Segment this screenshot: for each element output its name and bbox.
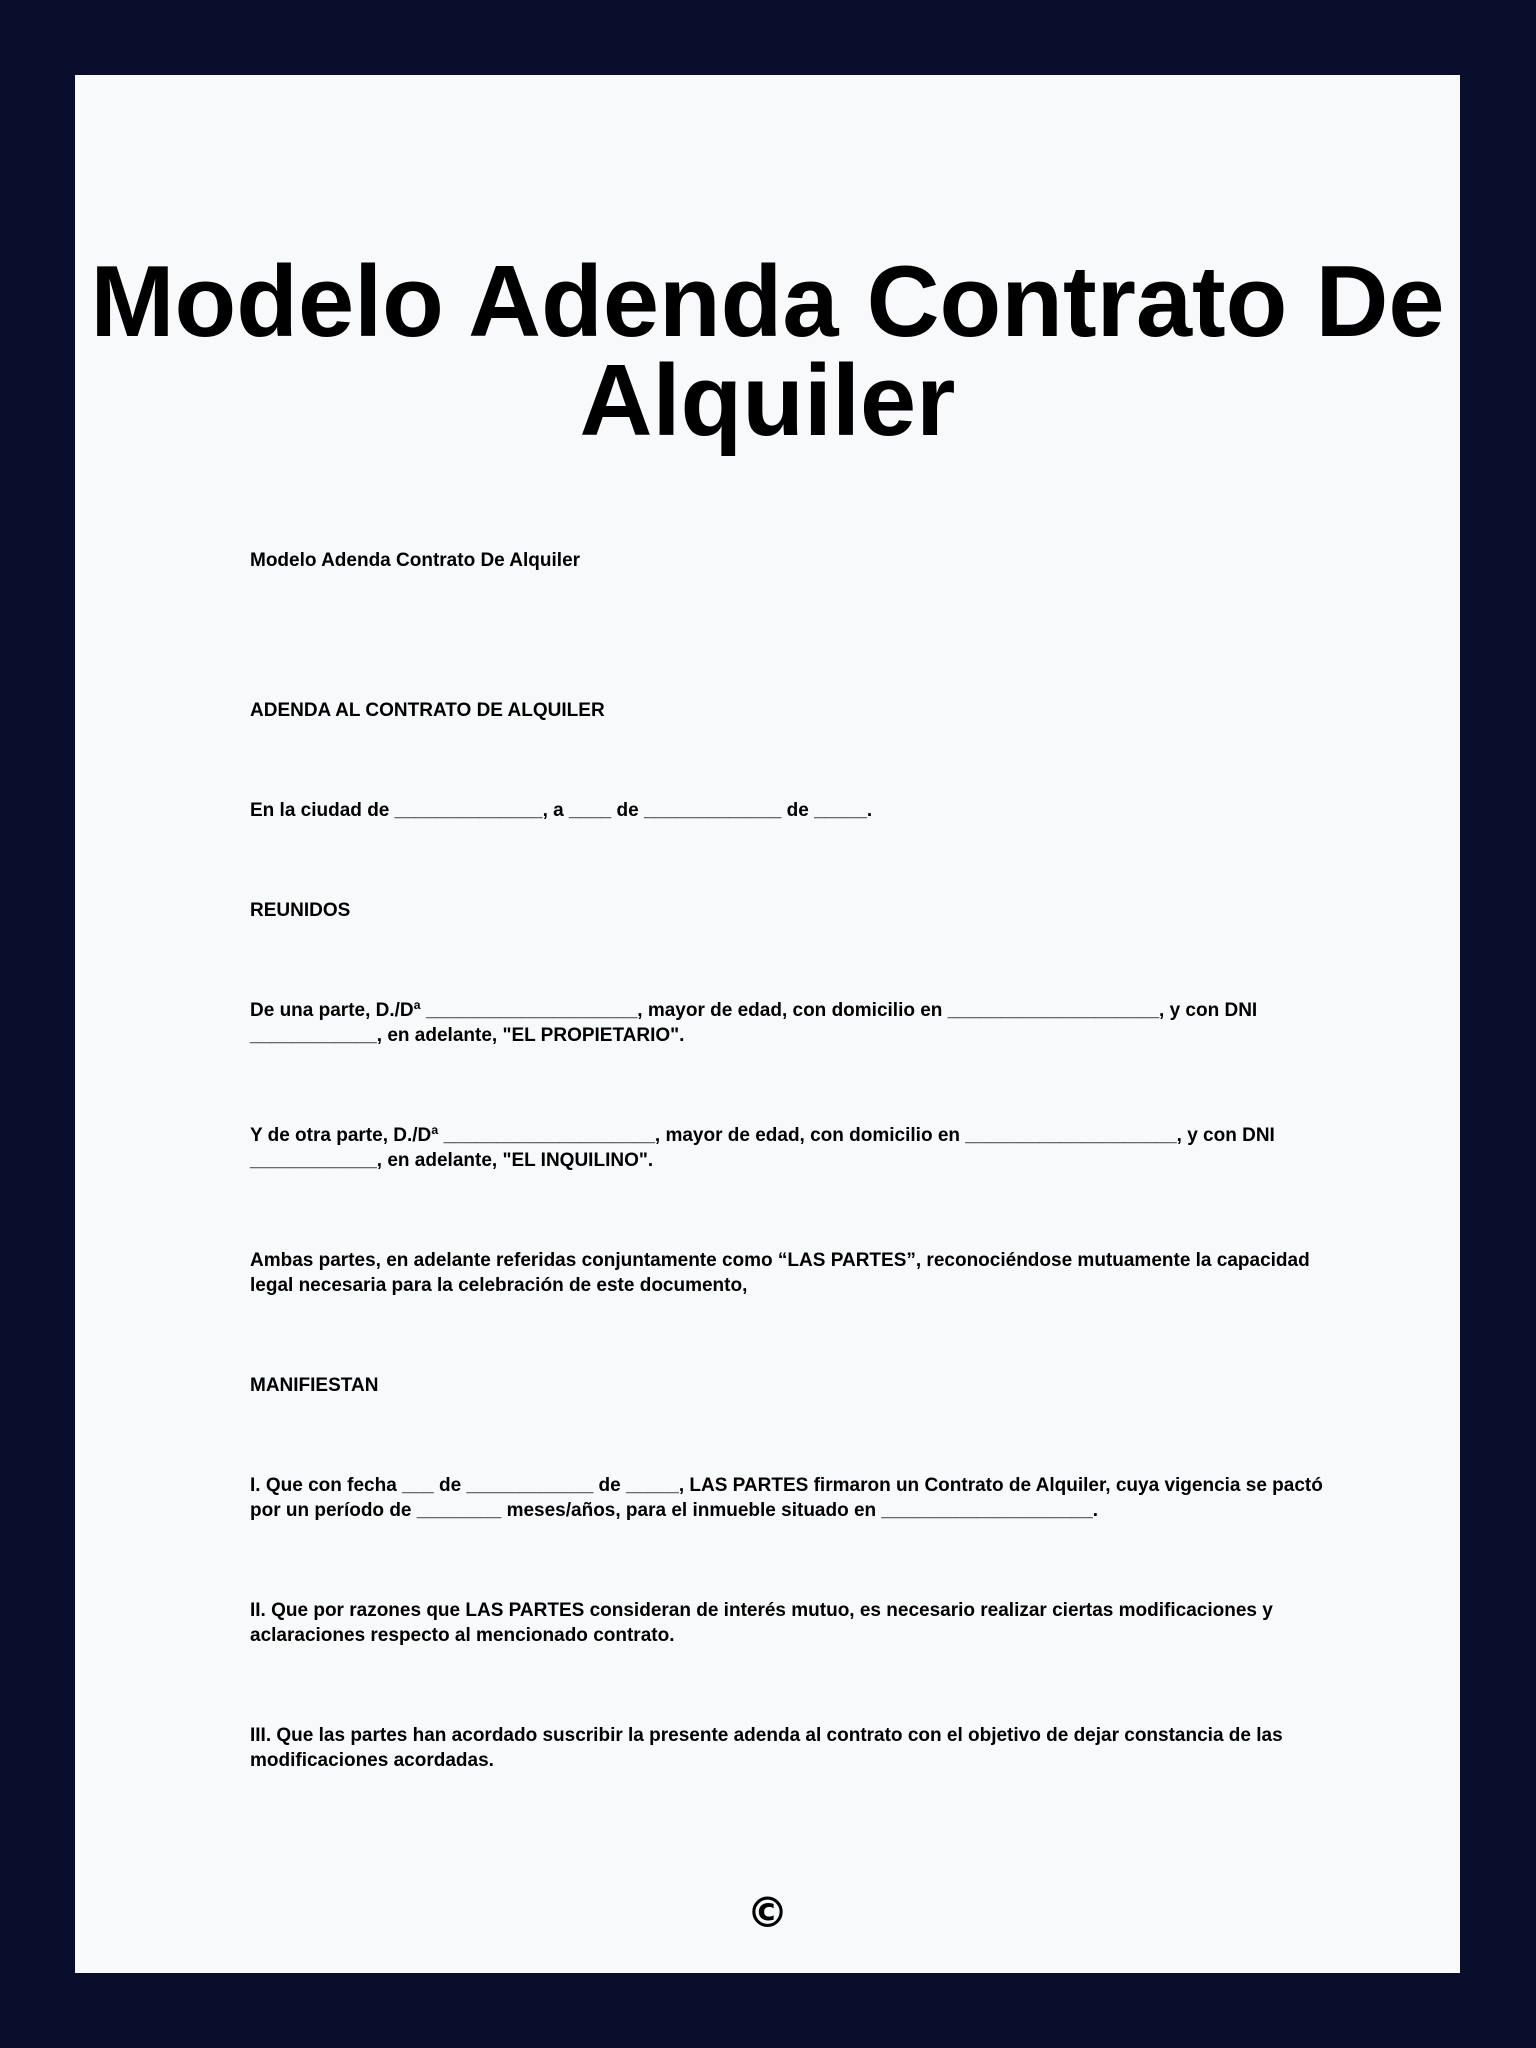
paragraph-las-partes: Ambas partes, en adelante referidas conjuntamente como “LAS PARTES”, reconociéndose mutuamente la capacidad legal necesaria para la celebración de este documento, [250, 1250, 1315, 1296]
paragraph-inquilino: Y de otra parte, D./Dª ____________________, mayor de edad, con domicilio en ____________________, y con DNI ____________, en adelante, "EL INQUILINO". [250, 1125, 1281, 1171]
paragraph-city-date: En la ciudad de ______________, a ____ de _____________ de _____. [250, 800, 873, 821]
paragraph-clause-i: I. Que con fecha ___ de ____________ de _____, LAS PARTES firmaron un Contrato de Alquiler, cuya vigencia se pactó por un período de ________ meses/años, para el inmueble situado en ____________________. [250, 1475, 1329, 1521]
paragraph-propietario: De una parte, D./Dª ____________________, mayor de edad, con domicilio en ____________________, y con DNI ____________, en adelante, "EL PROPIETARIO". [250, 1000, 1263, 1046]
paragraph-heading-reunidos: REUNIDOS [250, 900, 351, 921]
document-title: Modelo Adenda Contrato De Alquiler [90, 246, 1445, 457]
document-body [250, 548, 1350, 1773]
copyright-icon: © [746, 1888, 789, 1937]
document-page [75, 75, 1460, 1973]
paragraph-clause-iii: III. Que las partes han acordado suscribir la presente adenda al contrato con el objetivo de dejar constancia de las modificaciones acordadas. [250, 1725, 1288, 1771]
paragraph-clause-ii: II. Que por razones que LAS PARTES consideran de interés mutuo, es necesario realizar ciertas modificaciones y aclaraciones respecto al mencionado contrato. [250, 1600, 1279, 1646]
paragraph-heading-manifiestan: MANIFIESTAN [250, 1375, 379, 1396]
paragraph-doc-name: Modelo Adenda Contrato De Alquiler [250, 550, 581, 571]
paragraph-heading-adenda: ADENDA AL CONTRATO DE ALQUILER [250, 700, 605, 721]
